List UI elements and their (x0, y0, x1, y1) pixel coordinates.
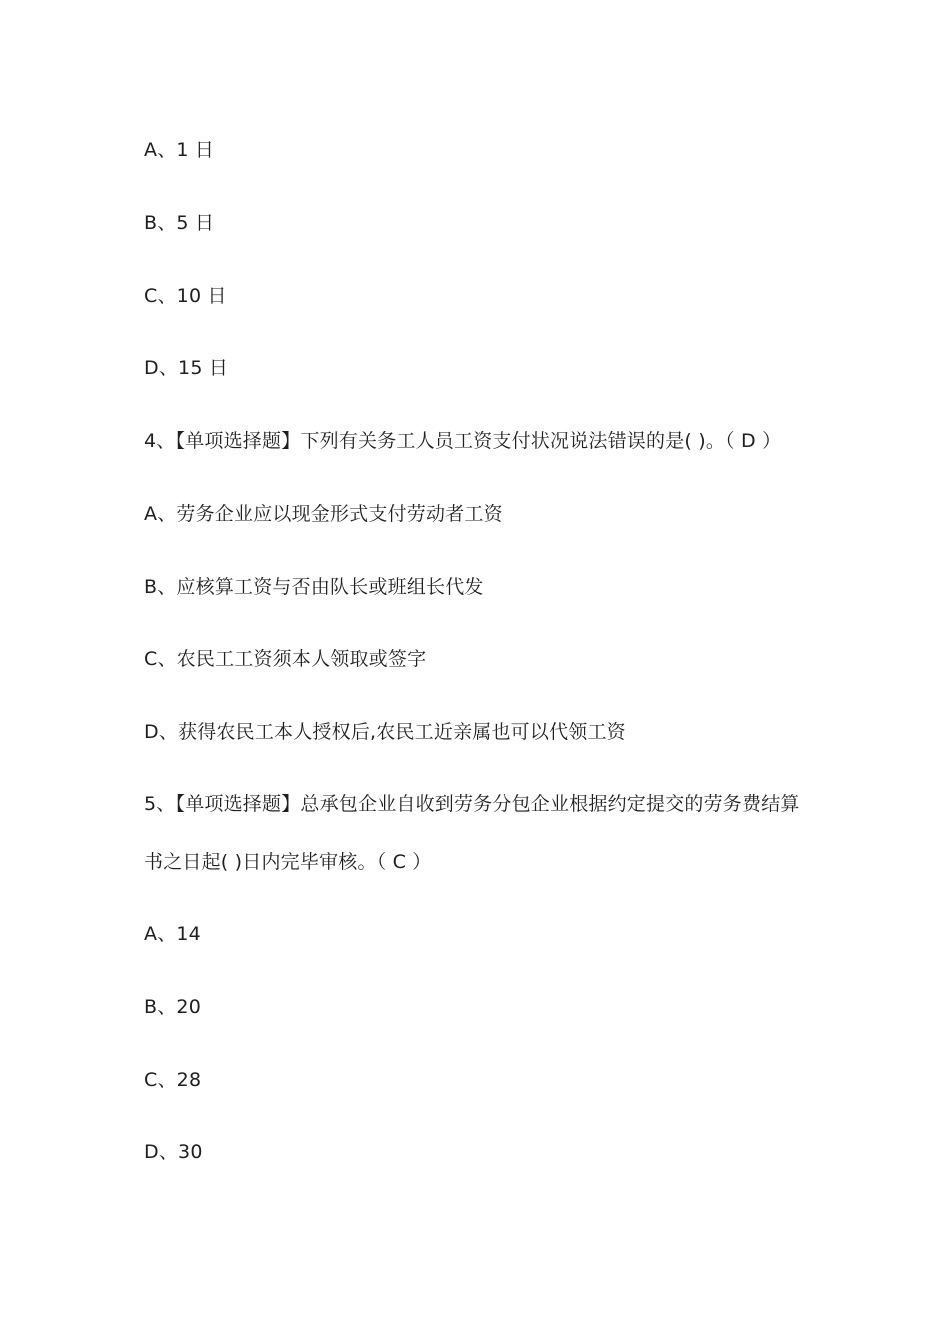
q3-option-a: A、1 日 (144, 139, 215, 161)
q5-option-c: C、28 (144, 1069, 202, 1091)
q3-option-b: B、5 日 (144, 212, 215, 234)
q4-question: 4、【单项选择题】下列有关务工人员工资支付状况说法错误的是( )。（ D ） (144, 430, 782, 452)
q4-option-b: B、应核算工资与否由队长或班组长代发 (144, 576, 484, 598)
q4-option-c: C、农民工工资须本人领取或签字 (144, 648, 427, 670)
q4-option-a: A、劳务企业应以现金形式支付劳动者工资 (144, 503, 503, 525)
q3-option-d: D、15 日 (144, 357, 229, 379)
q5-option-d: D、30 (144, 1141, 203, 1163)
q5-option-a: A、14 (144, 923, 201, 945)
q5-question-line2: 书之日起( )日内完毕审核。（ C ） (144, 851, 432, 873)
q5-question-line1: 5、【单项选择题】总承包企业自收到劳务分包企业根据约定提交的劳务费结算 (144, 793, 800, 815)
q3-option-c: C、10 日 (144, 285, 227, 307)
q4-option-d: D、获得农民工本人授权后,农民工近亲属也可以代领工资 (144, 721, 626, 743)
q5-option-b: B、20 (144, 996, 202, 1018)
